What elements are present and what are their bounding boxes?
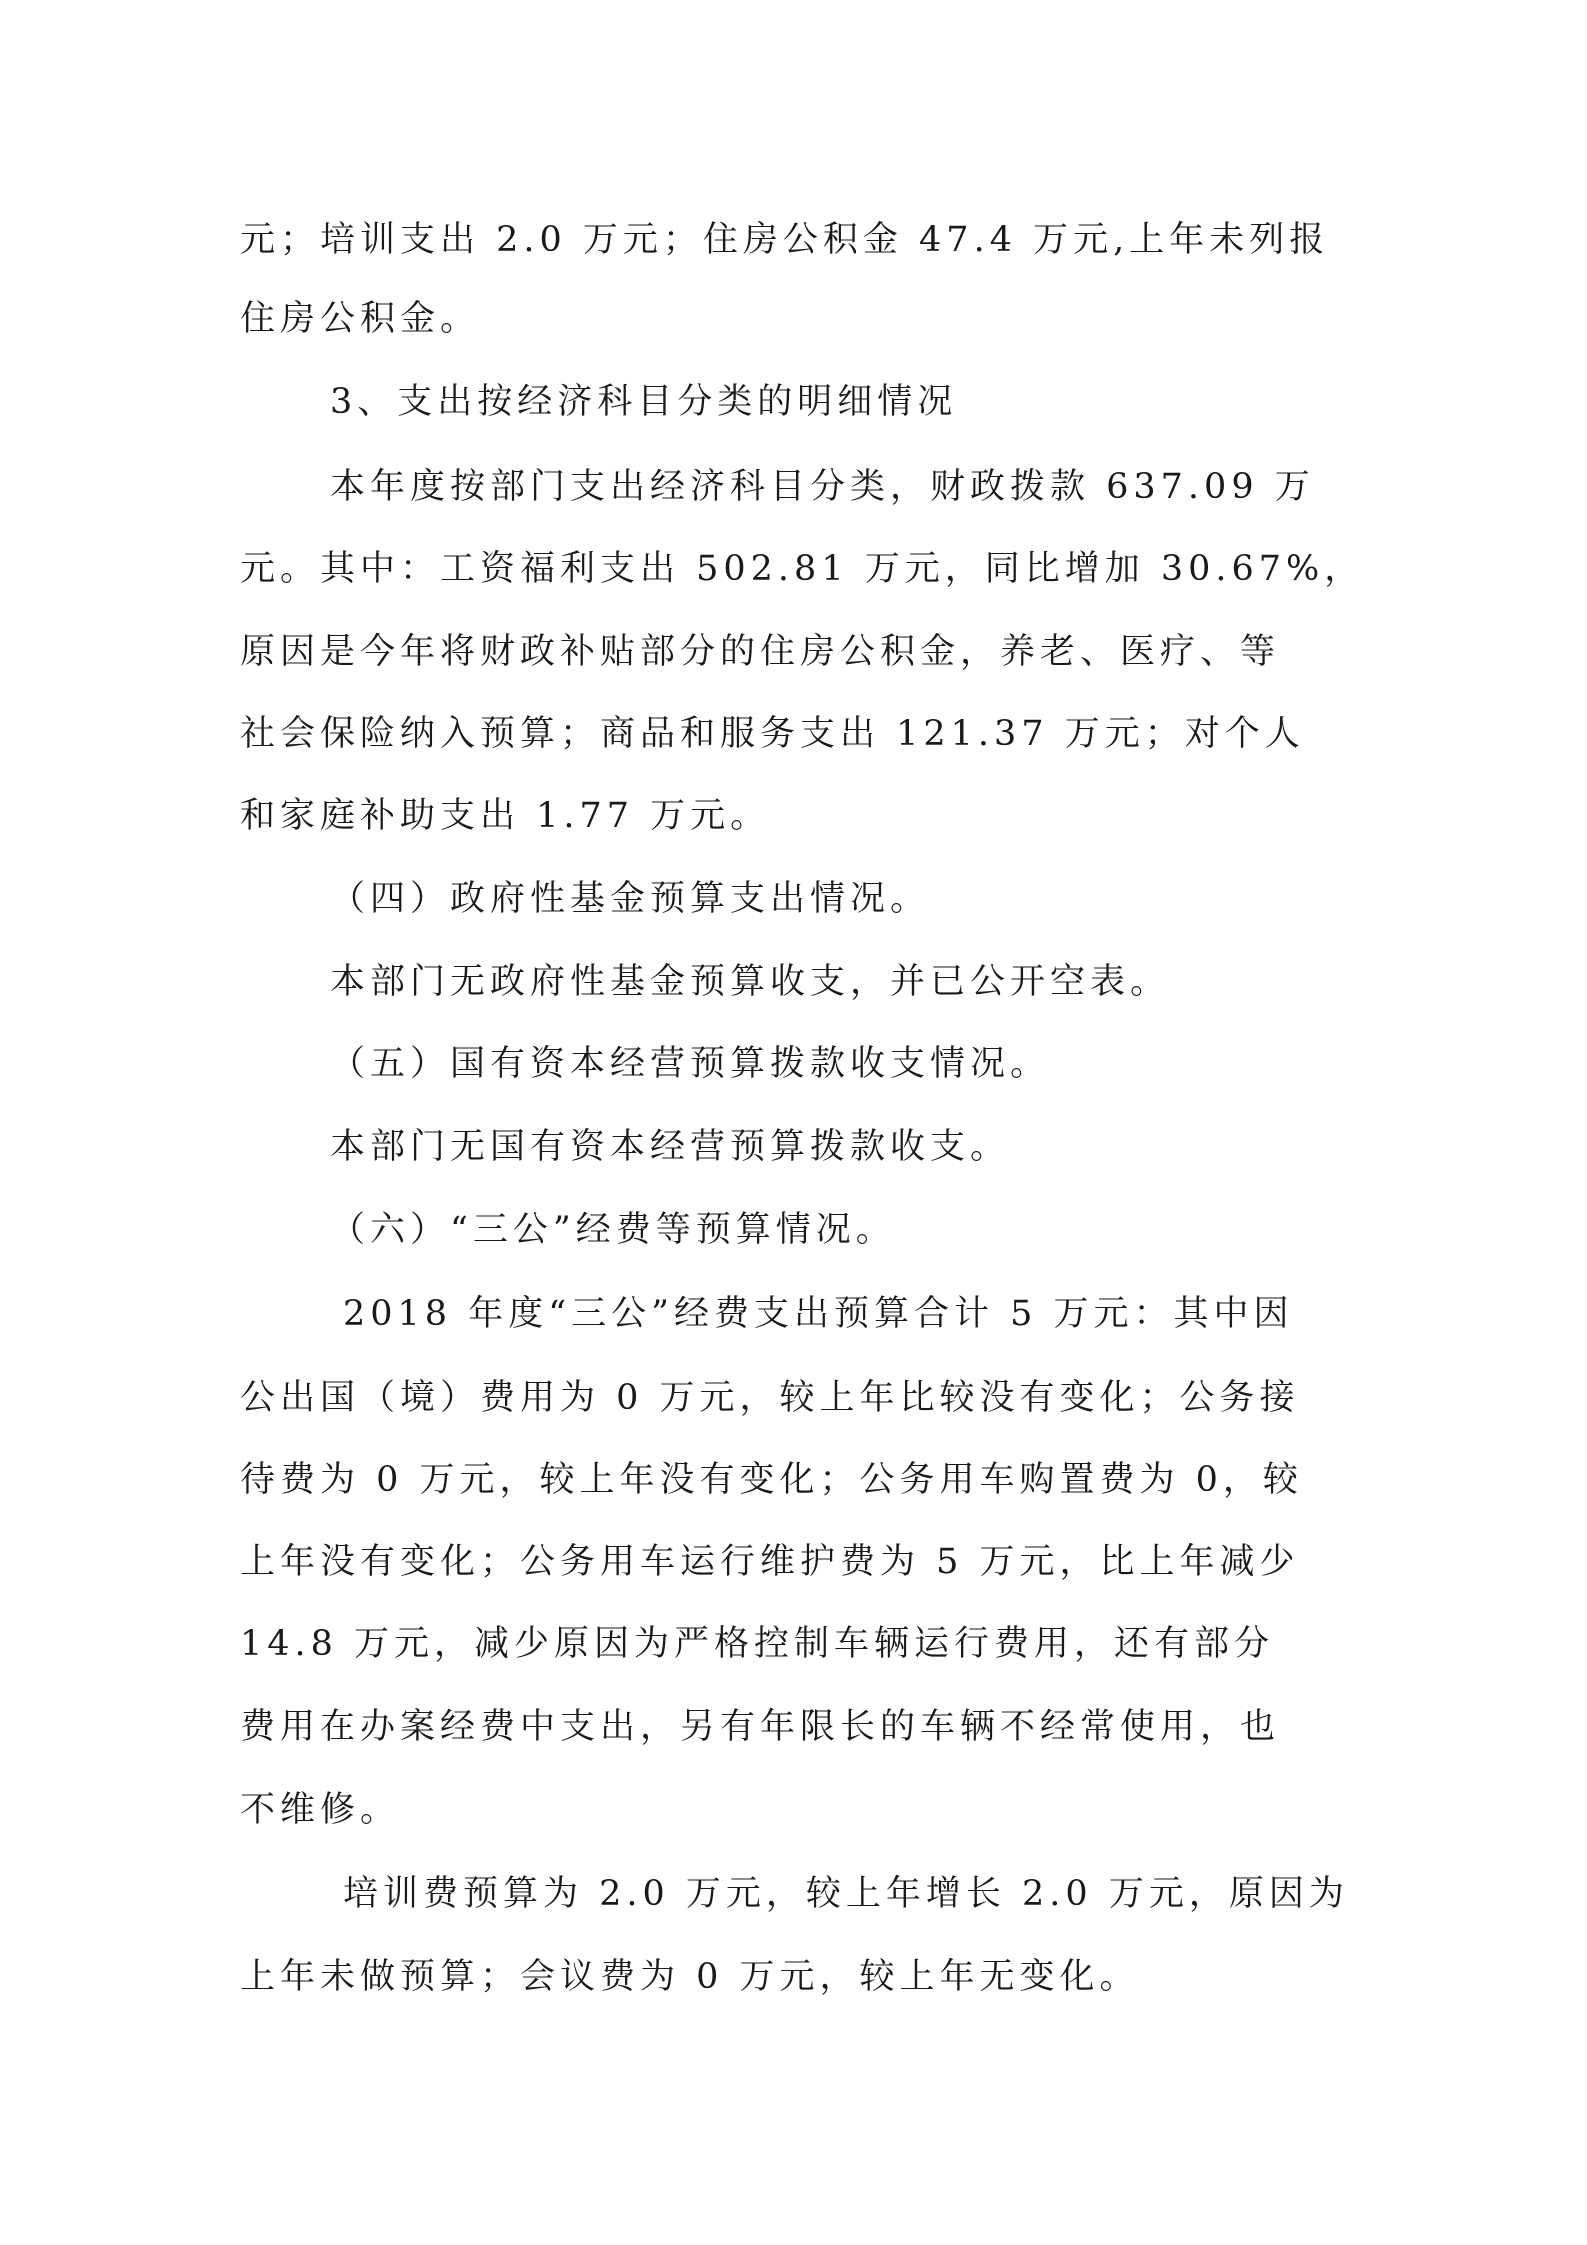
section-heading-5: （五）国有资本经营预算拨款收支情况。 [330, 1044, 1051, 1084]
text-line-5: 元。其中：工资福利支出 502.81 万元，同比增加 30.67%， [240, 549, 1365, 589]
text-line-10: 本部门无政府性基金预算收支，并已公开空表。 [330, 962, 1171, 1002]
text-line-12: 本部门无国有资本经营预算拨款收支。 [330, 1127, 1011, 1167]
text-line-21: 培训费预算为 2.0 万元，较上年增长 2.0 万元，原因为 [343, 1874, 1349, 1914]
text-line-6: 原因是今年将财政补贴部分的住房公积金，养老、医疗、等 [240, 632, 1281, 672]
text-line-2: 住房公积金。 [240, 299, 481, 339]
text-line-7: 社会保险纳入预算；商品和服务支出 121.37 万元；对个人 [240, 714, 1305, 754]
text-line-1: 元；培训支出 2.0 万元；住房公积金 47.4 万元,上年未列报 [240, 220, 1330, 260]
section-heading-3: 3、支出按经济科目分类的明细情况 [330, 382, 958, 422]
text-line-4: 本年度按部门支出经济科目分类，财政拨款 637.09 万 [330, 467, 1315, 507]
text-line-16: 待费为 0 万元，较上年没有变化；公务用车购置费为 0，较 [240, 1460, 1303, 1500]
text-line-15: 公出国（境）费用为 0 万元，较上年比较没有变化；公务接 [240, 1378, 1300, 1418]
text-line-8: 和家庭补助支出 1.77 万元。 [240, 796, 771, 836]
text-line-17: 上年没有变化；公务用车运行维护费为 5 万元，比上年减少 [240, 1542, 1300, 1582]
text-line-20: 不维修。 [240, 1790, 401, 1830]
text-line-22: 上年未做预算；会议费为 0 万元，较上年无变化。 [240, 1957, 1140, 1997]
text-line-14: 2018 年度“三公”经费支出预算合计 5 万元：其中因 [343, 1294, 1294, 1334]
text-line-18: 14.8 万元，减少原因为严格控制车辆运行费用，还有部分 [240, 1624, 1275, 1664]
text-line-19: 费用在办案经费中支出，另有年限长的车辆不经常使用，也 [240, 1707, 1281, 1747]
section-heading-6: （六）“三公”经费等预算情况。 [330, 1210, 896, 1250]
section-heading-4: （四）政府性基金预算支出情况。 [330, 879, 931, 919]
